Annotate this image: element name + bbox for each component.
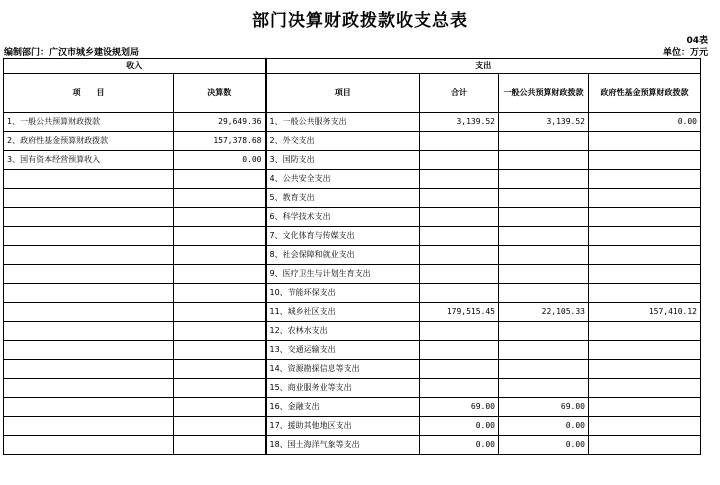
table-row (4, 265, 701, 284)
income-amount-empty (174, 208, 266, 227)
income-amount: 29,649.36 (174, 113, 266, 132)
expense-fund (589, 436, 701, 455)
table-row (4, 151, 701, 170)
col-amount: 决算数 (174, 74, 266, 113)
table-row (4, 341, 701, 360)
income-item: 2、政府性基金预算财政拨款 (4, 132, 174, 151)
expense-item: 1、一般公共服务支出 (266, 113, 420, 132)
table-row (4, 322, 701, 341)
header-row-sections (4, 59, 701, 74)
income-item-empty (4, 417, 174, 436)
expense-item: 17、援助其他地区支出 (266, 417, 420, 436)
expense-item: 6、科学技术支出 (266, 208, 420, 227)
col-general: 一般公共预算财政拨款 (499, 74, 589, 113)
expense-total (420, 265, 499, 284)
income-amount-empty (174, 360, 266, 379)
col-item-expense: 项目 (266, 74, 420, 113)
expense-item: 16、金融支出 (266, 398, 420, 417)
expense-fund: 157,410.12 (589, 303, 701, 322)
income-amount-empty (174, 265, 266, 284)
expense-fund: 0.00 (589, 113, 701, 132)
income-amount-empty (174, 322, 266, 341)
income-amount: 157,378.68 (174, 132, 266, 151)
income-item-empty (4, 341, 174, 360)
expense-total (420, 189, 499, 208)
org-name: 广汉市城乡建设规划局 (49, 48, 140, 58)
expense-item: 5、教育支出 (266, 189, 420, 208)
header-row-columns (4, 74, 701, 113)
income-item-empty (4, 303, 174, 322)
table-code: 04表 (686, 36, 708, 46)
col-item-income: 项 目 (4, 74, 174, 113)
income-amount-empty (174, 189, 266, 208)
expense-total (420, 360, 499, 379)
expense-fund (589, 379, 701, 398)
table-row (4, 208, 701, 227)
expense-total (420, 208, 499, 227)
table-row (4, 132, 701, 151)
expense-item: 3、国防支出 (266, 151, 420, 170)
expense-general (499, 379, 589, 398)
expense-general (499, 360, 589, 379)
income-item-empty (4, 322, 174, 341)
income-item-empty (4, 360, 174, 379)
expense-total: 0.00 (420, 417, 499, 436)
expense-item: 2、外交支出 (266, 132, 420, 151)
expense-general: 22,105.33 (499, 303, 589, 322)
expense-header: 支出 (266, 59, 701, 74)
col-fund: 政府性基金预算财政拨款 (589, 74, 701, 113)
expense-total (420, 170, 499, 189)
page-title: 部门决算财政拨款收支总表 (252, 11, 468, 31)
organization (4, 45, 139, 58)
income-amount-empty (174, 170, 266, 189)
income-amount: 0.00 (174, 151, 266, 170)
table-row (4, 170, 701, 189)
expense-general: 69.00 (499, 398, 589, 417)
table-row (4, 379, 701, 398)
expense-item: 4、公共安全支出 (266, 170, 420, 189)
income-amount-empty (174, 246, 266, 265)
expense-item: 10、节能环保支出 (266, 284, 420, 303)
table-row (4, 436, 701, 455)
expense-item: 8、社会保障和就业支出 (266, 246, 420, 265)
expense-general: 0.00 (499, 436, 589, 455)
expense-general (499, 284, 589, 303)
expense-fund (589, 341, 701, 360)
expense-item: 11、城乡社区支出 (266, 303, 420, 322)
expense-total (420, 227, 499, 246)
income-item-empty (4, 379, 174, 398)
expense-fund (589, 265, 701, 284)
expense-fund (589, 208, 701, 227)
income-amount-empty (174, 227, 266, 246)
table-row (4, 189, 701, 208)
expense-item: 18、国土海洋气象等支出 (266, 436, 420, 455)
table-row (4, 360, 701, 379)
expense-general (499, 170, 589, 189)
expense-fund (589, 132, 701, 151)
expense-general (499, 227, 589, 246)
income-item-empty (4, 227, 174, 246)
expense-fund (589, 360, 701, 379)
expense-fund (589, 170, 701, 189)
expense-fund (589, 322, 701, 341)
table-row (4, 227, 701, 246)
expense-general: 0.00 (499, 417, 589, 436)
income-item-empty (4, 398, 174, 417)
income-item-empty (4, 170, 174, 189)
table-row (4, 417, 701, 436)
income-amount-empty (174, 284, 266, 303)
expense-total: 179,515.45 (420, 303, 499, 322)
table-row (4, 113, 701, 132)
expense-item: 12、农林水支出 (266, 322, 420, 341)
table-row (4, 284, 701, 303)
income-item: 1、一般公共预算财政拨款 (4, 113, 174, 132)
income-item: 3、国有资本经营预算收入 (4, 151, 174, 170)
expense-fund (589, 284, 701, 303)
budget-table (3, 58, 701, 455)
expense-total: 3,139.52 (420, 113, 499, 132)
expense-general (499, 189, 589, 208)
expense-item: 15、商业服务业等支出 (266, 379, 420, 398)
expense-fund (589, 417, 701, 436)
income-item-empty (4, 208, 174, 227)
income-item-empty (4, 436, 174, 455)
expense-total (420, 151, 499, 170)
expense-general: 3,139.52 (499, 113, 589, 132)
income-amount-empty (174, 436, 266, 455)
income-item-empty (4, 265, 174, 284)
expense-general (499, 151, 589, 170)
expense-item: 14、资源勘探信息等支出 (266, 360, 420, 379)
expense-item: 9、医疗卫生与计划生育支出 (266, 265, 420, 284)
income-amount-empty (174, 303, 266, 322)
expense-fund (589, 227, 701, 246)
income-item-empty (4, 189, 174, 208)
expense-fund (589, 189, 701, 208)
expense-total: 69.00 (420, 398, 499, 417)
expense-general (499, 341, 589, 360)
income-amount-empty (174, 417, 266, 436)
expense-item: 7、文化体育与传媒支出 (266, 227, 420, 246)
expense-total (420, 341, 499, 360)
income-amount-empty (174, 398, 266, 417)
expense-total (420, 132, 499, 151)
table-row (4, 246, 701, 265)
expense-general (499, 265, 589, 284)
table-row (4, 398, 701, 417)
expense-fund (589, 151, 701, 170)
expense-item: 13、交通运输支出 (266, 341, 420, 360)
expense-total (420, 246, 499, 265)
expense-general (499, 132, 589, 151)
income-amount-empty (174, 341, 266, 360)
expense-general (499, 322, 589, 341)
expense-total (420, 379, 499, 398)
expense-fund (589, 246, 701, 265)
income-item-empty (4, 284, 174, 303)
income-item-empty (4, 246, 174, 265)
org-label: 编制部门： (4, 48, 50, 58)
expense-general (499, 208, 589, 227)
expense-total (420, 284, 499, 303)
table-row (4, 303, 701, 322)
unit-label: 单位：万元 (662, 48, 708, 58)
expense-general (499, 246, 589, 265)
expense-total: 0.00 (420, 436, 499, 455)
income-amount-empty (174, 379, 266, 398)
income-header: 收入 (4, 59, 266, 74)
table-body (4, 59, 701, 455)
col-total: 合计 (420, 74, 499, 113)
expense-fund (589, 398, 701, 417)
expense-total (420, 322, 499, 341)
